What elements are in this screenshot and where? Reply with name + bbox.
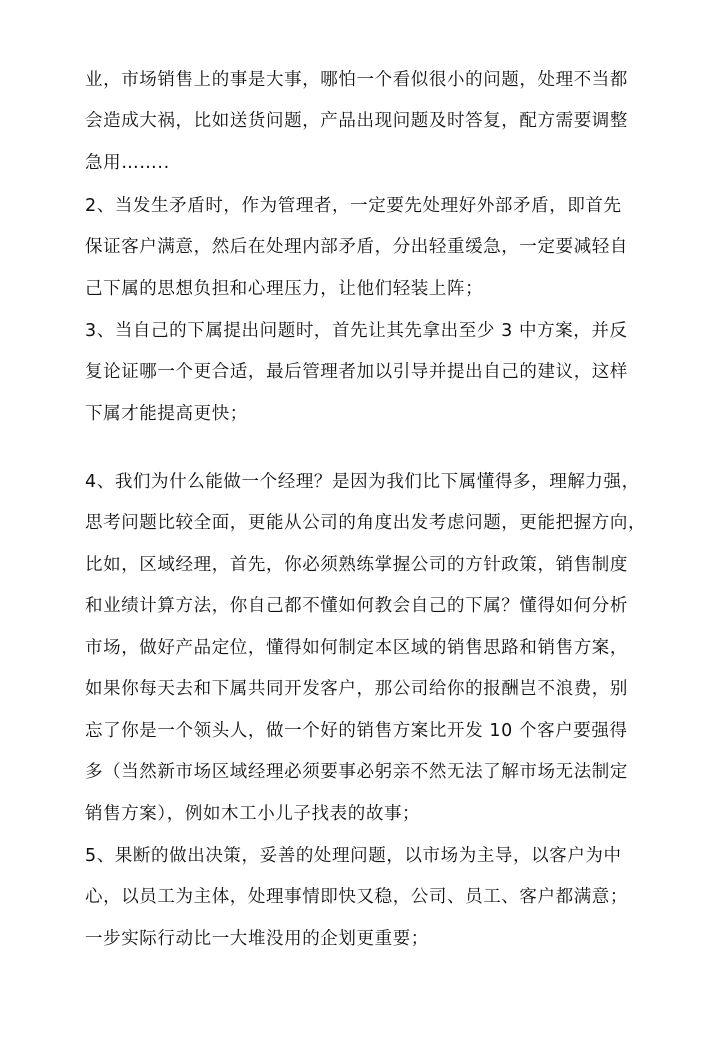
text-line: 4、我们为什么能做一个经理？是因为我们比下属懂得多，理解力强， bbox=[85, 472, 640, 492]
text-line: 心，以员工为主体，处理事情即快又稳，公司、员工、客户都满意； bbox=[85, 887, 628, 907]
text-line: 2、当发生矛盾时，作为管理者，一定要先处理好外部矛盾，即首先 bbox=[85, 196, 622, 216]
text-line: 复论证哪一个更合适，最后管理者加以引导并提出自己的建议，这样 bbox=[85, 362, 628, 382]
text-line: 会造成大祸，比如送货问题，产品出现问题及时答复，配方需要调整 bbox=[85, 111, 628, 131]
text-line: 己下属的思想负担和心理压力，让他们轻装上阵； bbox=[85, 279, 484, 299]
text-line: 5、果断的做出决策，妥善的处理问题，以市场为主导，以客户为中 bbox=[85, 846, 622, 866]
text-line: 急用…….. bbox=[85, 153, 170, 173]
text-line: 一步实际行动比一大堆没用的企划更重要； bbox=[85, 929, 429, 949]
text-line: 销售方案），例如木工小儿子找表的故事； bbox=[85, 804, 421, 824]
text-line: 思考问题比较全面，更能从公司的角度出发考虑问题，更能把握方向， bbox=[85, 513, 647, 533]
text-line: 保证客户满意，然后在处理内部矛盾，分出轻重缓急，一定要减轻自 bbox=[85, 237, 628, 257]
text-line: 如果你每天去和下属共同开发客户，那公司给你的报酬岂不浪费，别 bbox=[85, 679, 628, 699]
text-line: 比如，区域经理，首先，你必须熟练掌握公司的方针政策，销售制度 bbox=[85, 555, 628, 575]
text-line: 市场，做好产品定位，懂得如何制定本区域的销售思路和销售方案， bbox=[85, 638, 628, 658]
text-line: 忘了你是一个领头人，做一个好的销售方案比开发 10 个客户要强得 bbox=[85, 721, 628, 741]
text-line: 和业绩计算方法，你自己都不懂如何教会自己的下属？懂得如何分析 bbox=[85, 596, 628, 616]
text-line: 多（当然新市场区域经理必须要事必躬亲不然无法了解市场无法制定 bbox=[85, 762, 628, 782]
text-line: 业，市场销售上的事是大事，哪怕一个看似很小的问题，处理不当都 bbox=[85, 70, 628, 90]
text-line: 下属才能提高更快； bbox=[85, 404, 248, 424]
text-line: 3、当自己的下属提出问题时，首先让其先拿出至少 3 中方案，并反 bbox=[85, 321, 628, 341]
